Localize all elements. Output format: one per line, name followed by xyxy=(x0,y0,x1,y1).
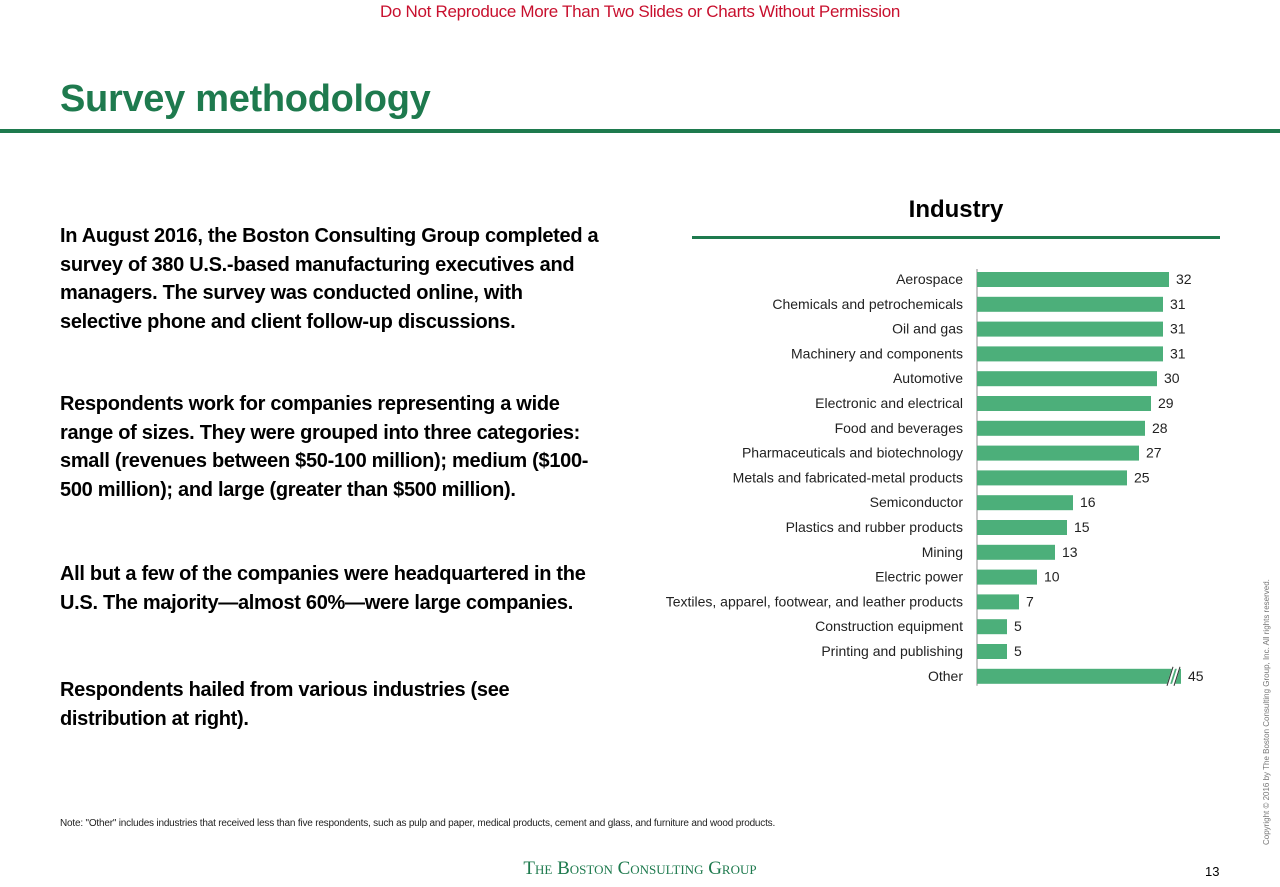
bar xyxy=(977,371,1157,386)
data-label: 10 xyxy=(1044,568,1060,585)
bcg-logo: The Boston Consulting Group xyxy=(523,858,757,879)
category-label: Food and beverages xyxy=(834,419,963,436)
copyright-notice: Copyright © 2016 by The Boston Consulting Group, Inc. All rights reserved. xyxy=(1262,579,1271,845)
bar xyxy=(977,495,1073,510)
category-label: Aerospace xyxy=(896,271,963,287)
bar xyxy=(977,669,1181,684)
data-label: 29 xyxy=(1158,395,1174,411)
category-label: Electric power xyxy=(875,568,963,585)
category-label: Automotive xyxy=(892,370,963,387)
bar xyxy=(977,644,1007,659)
bar xyxy=(977,594,1019,609)
data-label: 16 xyxy=(1080,494,1096,511)
data-label: 32 xyxy=(1176,271,1192,287)
chart-title: Industry xyxy=(908,196,1004,223)
data-label: 13 xyxy=(1062,543,1078,560)
bar xyxy=(977,346,1163,361)
paragraph-survey-overview: In August 2016, the Boston Consulting Group completed a survey of 380 U.S.-based manufacturing executives and managers. The survey was conducted online, with selective phone and client follow-up discussions. xyxy=(60,225,599,333)
bar xyxy=(977,272,1169,287)
bar xyxy=(977,520,1067,535)
data-label: 5 xyxy=(1014,618,1022,635)
paragraph-industries: Respondents hailed from various industries (see distribution at right). xyxy=(60,679,510,730)
category-label: Chemicals and petrochemicals xyxy=(772,295,963,312)
data-label: 5 xyxy=(1014,643,1022,659)
footnote: Note: "Other" includes industries that received less than five respondents, such as pulp and paper, medical products, cement and glass, and furniture and wood products. xyxy=(60,818,776,829)
bar xyxy=(977,570,1037,585)
category-label: Textiles, apparel, footwear, and leather products xyxy=(665,593,963,610)
category-label: Metals and fabricated-metal products xyxy=(732,469,963,486)
category-label: Construction equipment xyxy=(815,618,963,635)
category-label: Machinery and components xyxy=(791,345,963,362)
page-number: 13 xyxy=(1205,864,1220,879)
category-label: Mining xyxy=(921,543,963,560)
data-label: 27 xyxy=(1146,444,1162,461)
bar xyxy=(977,545,1055,560)
category-label: Pharmaceuticals and biotechnology xyxy=(741,444,963,461)
category-label: Oil and gas xyxy=(892,320,963,337)
category-label: Plastics and rubber products xyxy=(785,519,963,535)
data-label: 45 xyxy=(1188,667,1204,684)
category-label: Electronic and electrical xyxy=(815,395,963,411)
data-label: 31 xyxy=(1170,320,1186,337)
paragraph-headquarters: All but a few of the companies were headquartered in the U.S. The majority—almost 60%—were large companies. xyxy=(60,563,586,614)
bar xyxy=(977,446,1139,461)
data-label: 31 xyxy=(1170,345,1186,362)
bar xyxy=(977,297,1163,312)
paragraph-company-sizes: Respondents work for companies representing a wide range of sizes. They were grouped into three categories: small (revenues between $50-100 million); medium ($100-500 million); and large (greater than $500 million). xyxy=(60,393,589,501)
bar xyxy=(977,396,1151,411)
bar xyxy=(977,421,1145,436)
disclaimer-banner: Do Not Reproduce More Than Two Slides or Charts Without Permission xyxy=(379,2,901,21)
category-label: Other xyxy=(927,667,963,684)
data-label: 25 xyxy=(1134,469,1150,486)
data-label: 15 xyxy=(1074,519,1090,535)
bar xyxy=(977,619,1007,634)
page-title: Survey methodology xyxy=(60,78,431,120)
data-label: 30 xyxy=(1164,370,1180,387)
bar xyxy=(977,322,1163,337)
bar xyxy=(977,470,1127,485)
data-label: 7 xyxy=(1026,593,1034,610)
category-label: Semiconductor xyxy=(869,494,963,511)
category-label: Printing and publishing xyxy=(821,643,963,659)
data-label: 28 xyxy=(1152,419,1168,436)
data-label: 31 xyxy=(1170,295,1186,312)
